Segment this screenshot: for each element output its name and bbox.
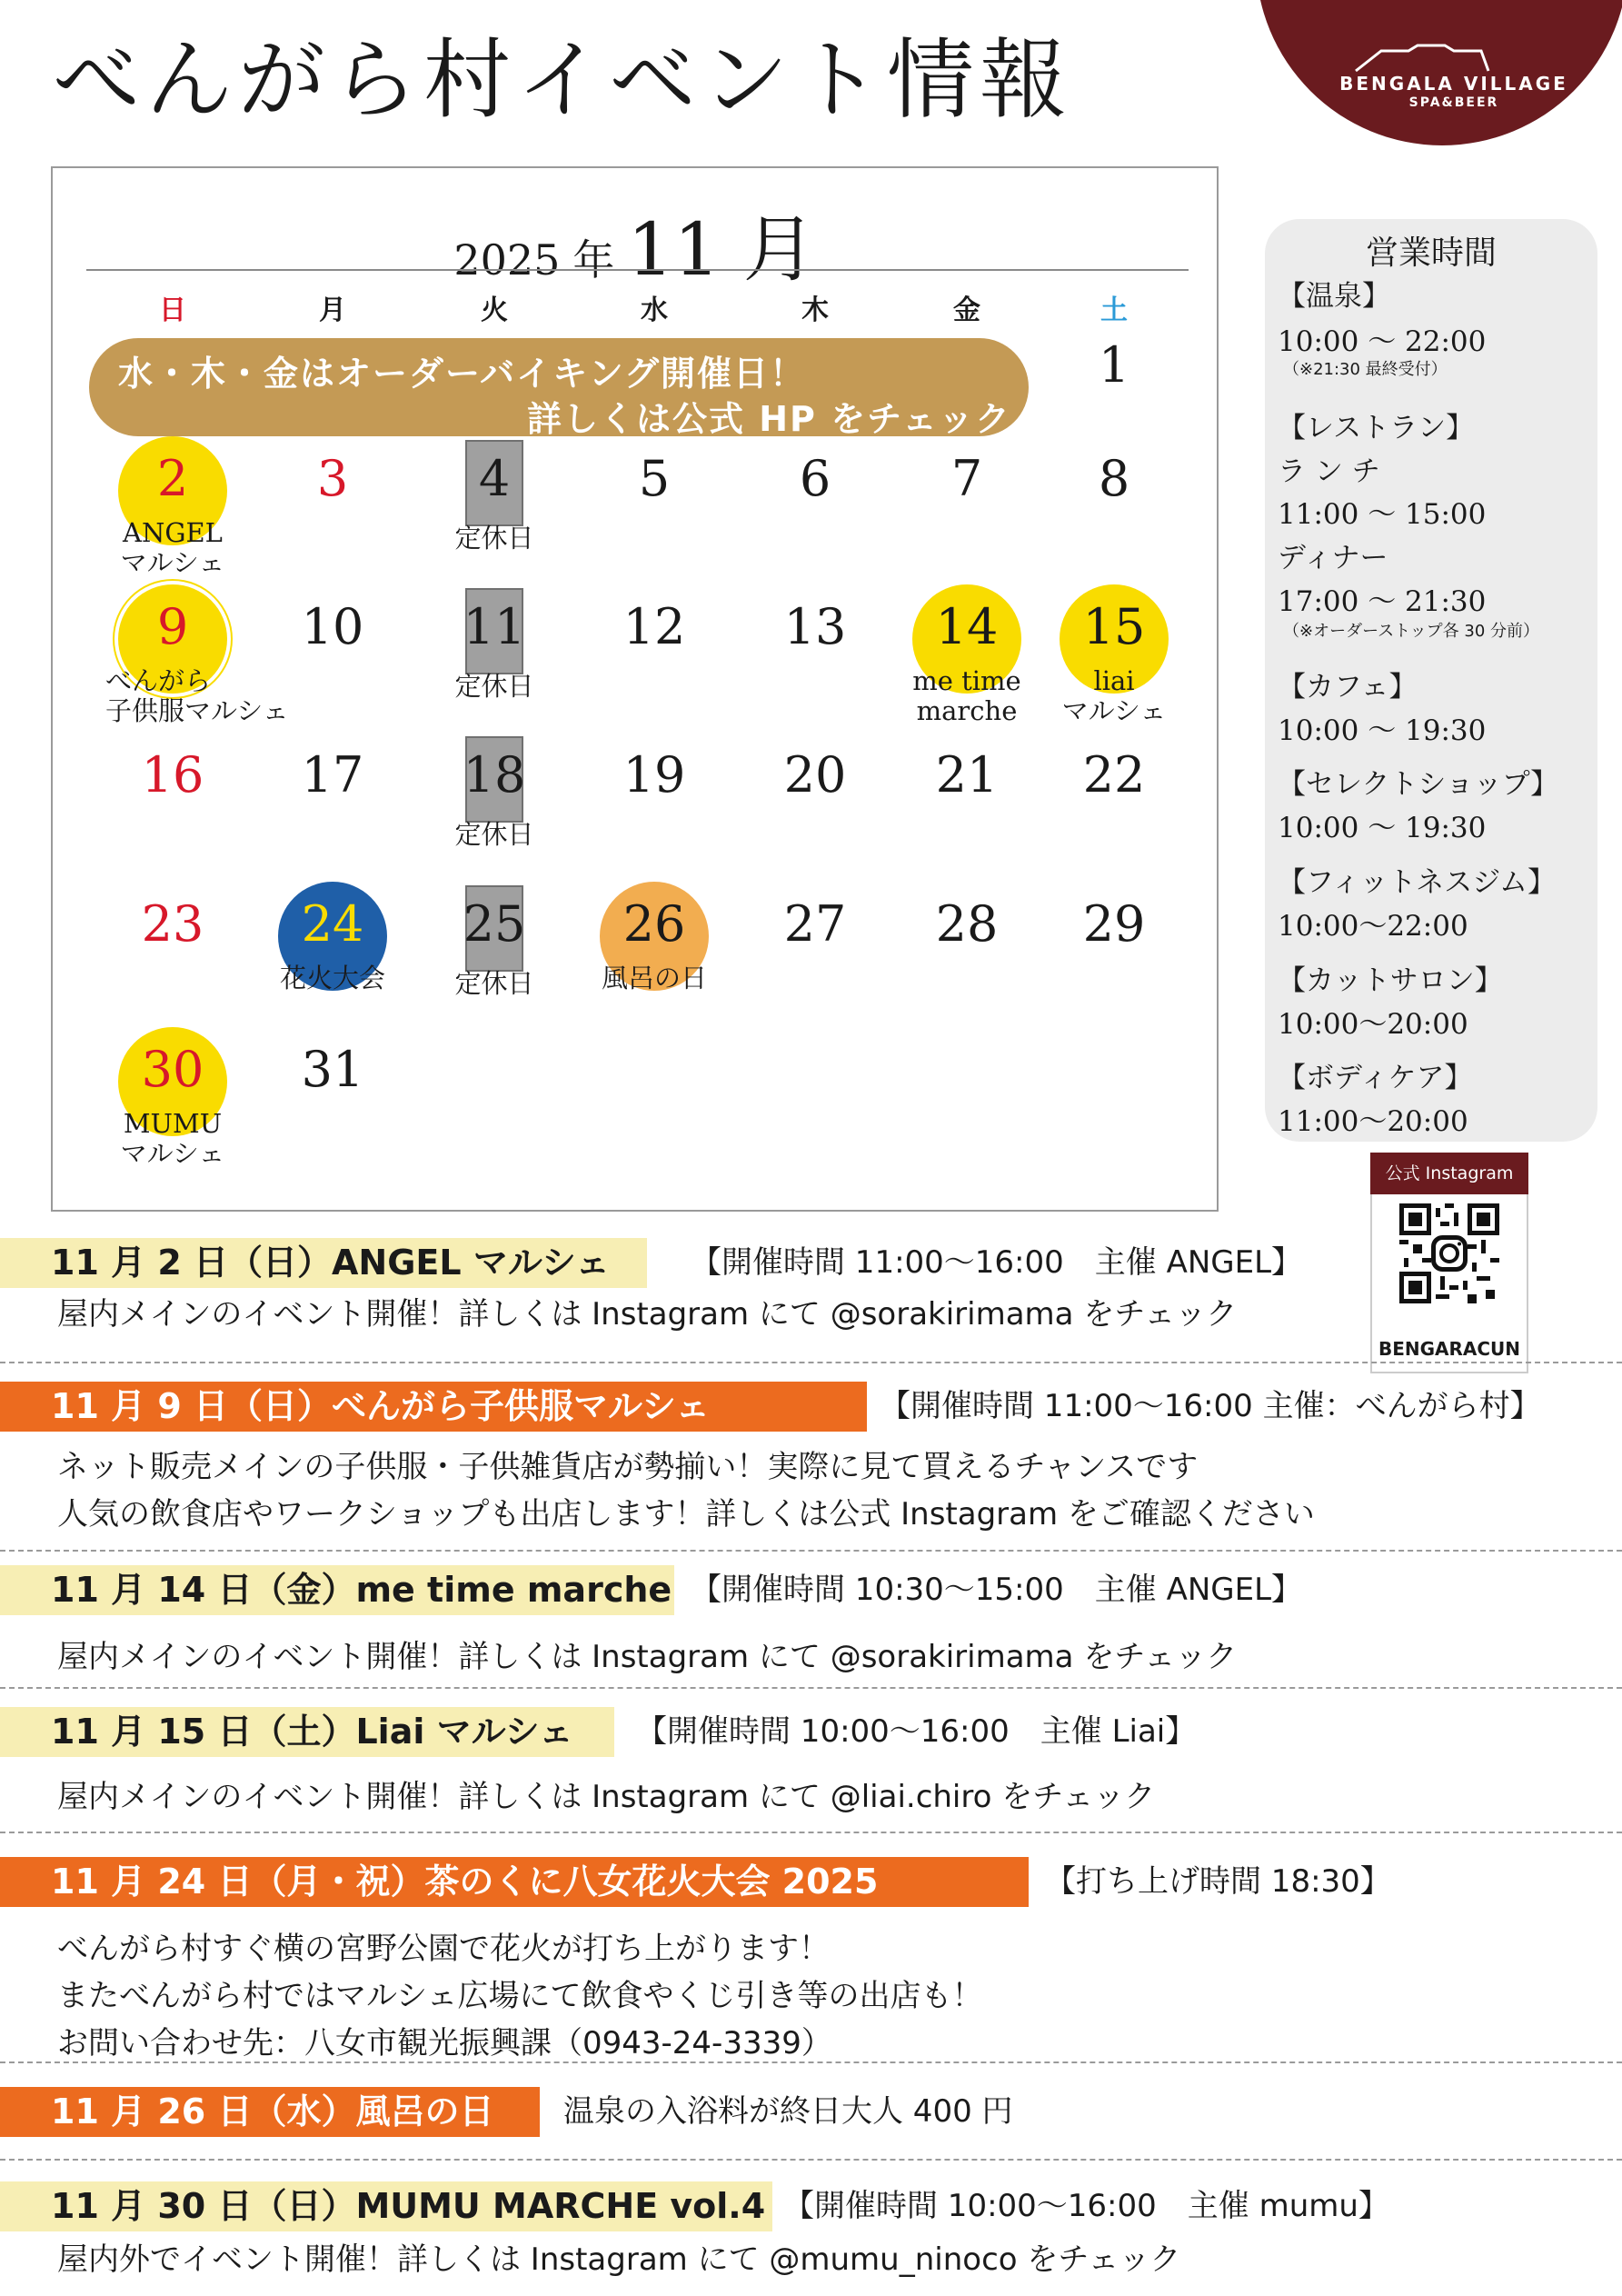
business-hours-line: 11:00～20:00 xyxy=(1278,1105,1468,1138)
calendar-day xyxy=(100,873,245,1018)
calendar-day xyxy=(422,724,567,869)
brand-tagline: SPA&BEER xyxy=(1408,95,1499,110)
business-hours-line: 【ボディケア】 xyxy=(1278,1062,1473,1094)
business-hours-line: （※21:30 最終受付） xyxy=(1283,360,1448,379)
event-description: 屋内メインのイベント開催！詳しくは Instagram にて @sorakirimama をチェック xyxy=(57,1639,1238,1675)
calendar-day xyxy=(1041,724,1187,869)
business-hours-line: 10:00 ～ 19:30 xyxy=(1278,812,1487,844)
day-note: liai マルシェ xyxy=(1061,665,1167,727)
event-title: 11 月 2 日（日）ANGEL マルシェ xyxy=(51,1243,611,1283)
day-number: 1 xyxy=(1098,336,1130,394)
day-note: MUMU マルシェ xyxy=(120,1108,225,1170)
day-number: 26 xyxy=(622,895,686,953)
weekday-label: 火 xyxy=(481,294,508,326)
calendar-day xyxy=(100,575,289,727)
calendar-day xyxy=(894,873,1040,1018)
day-number: 16 xyxy=(141,746,204,804)
event-title: 11 月 26 日（水）風呂の日 xyxy=(51,2091,494,2131)
day-number: 10 xyxy=(301,598,364,655)
business-hours-line: ラ ン チ xyxy=(1278,455,1380,488)
business-hours-line: 10:00～22:00 xyxy=(1278,910,1468,943)
day-number: 30 xyxy=(141,1041,204,1098)
instagram-label: 公式 Instagram xyxy=(1370,1153,1528,1194)
business-hours-line: 【カフェ】 xyxy=(1278,671,1418,704)
weekday-label: 日 xyxy=(159,294,186,326)
calendar-day xyxy=(582,873,727,1018)
day-number: 19 xyxy=(622,746,686,804)
calendar-day xyxy=(894,575,1040,727)
event-info: 【開催時間 10:00～16:00 主催 Liai】 xyxy=(636,1713,1197,1750)
day-note: べんがら 子供服マルシェ xyxy=(105,665,289,727)
day-number: 11 xyxy=(463,598,526,655)
calendar-day xyxy=(742,575,888,721)
event-description: 屋内メインのイベント開催！詳しくは Instagram にて @liai.chiro をチェック xyxy=(57,1779,1156,1815)
calendar-day xyxy=(582,724,727,869)
viking-banner-line2: 詳しくは公式 HP をチェック xyxy=(527,399,1011,439)
business-hours-line: 【フィットネスジム】 xyxy=(1278,866,1556,899)
event-description: べんがら村すぐ横の宮野公園で花火が打ち上がります！ xyxy=(57,1931,830,1967)
day-number: 7 xyxy=(950,450,983,507)
weekday-label: 木 xyxy=(801,294,829,326)
event-description: 人気の飲食店やワークショップも出店します！詳しくは公式 Instagram をご確認ください xyxy=(57,1496,1315,1532)
event-divider xyxy=(0,1687,1622,1689)
event-description: 屋内メインのイベント開催！詳しくは Instagram にて @sorakirimama をチェック xyxy=(57,1296,1238,1333)
business-hours-line: 10:00 ～ 22:00 xyxy=(1278,325,1487,358)
business-hours-line: 10:00～20:00 xyxy=(1278,1008,1468,1041)
calendar-day xyxy=(582,575,727,721)
calendar-day xyxy=(894,724,1040,869)
event-info: 温泉の入浴料が終日大人 400 円 xyxy=(563,2093,1013,2130)
calendar-day xyxy=(894,427,1040,573)
day-number: 15 xyxy=(1082,598,1146,655)
day-number: 22 xyxy=(1082,746,1146,804)
business-hours-title: 営業時間 xyxy=(1365,235,1497,272)
day-number: 20 xyxy=(783,746,847,804)
weekday-label: 水 xyxy=(641,294,668,326)
day-number: 24 xyxy=(301,895,364,953)
event-description: お問い合わせ先：八女市観光振興課（0943-24-3339） xyxy=(57,2025,832,2061)
day-number: 27 xyxy=(783,895,847,953)
calendar-divider xyxy=(86,269,1189,271)
event-divider xyxy=(0,1362,1622,1363)
calendar-day xyxy=(1041,427,1187,573)
event-info: 【開催時間 10:30～15:00 主催 ANGEL】 xyxy=(691,1572,1303,1608)
day-note: ANGEL マルシェ xyxy=(120,517,225,579)
day-number: 2 xyxy=(156,450,189,507)
calendar-day xyxy=(582,427,727,573)
day-number: 13 xyxy=(783,598,847,655)
day-number: 8 xyxy=(1098,450,1130,507)
day-number: 17 xyxy=(301,746,364,804)
day-number: 28 xyxy=(935,895,999,953)
day-number: 21 xyxy=(935,746,999,804)
instagram-account: BENGARACUN xyxy=(1378,1338,1521,1360)
calendar-day xyxy=(100,427,245,579)
business-hours-line: （※オーダーストップ各 30 分前） xyxy=(1283,622,1539,641)
day-number: 29 xyxy=(1082,895,1146,953)
calendar-day xyxy=(742,873,888,1018)
calendar-day xyxy=(422,427,567,573)
day-note: me time marche xyxy=(912,665,1021,727)
calendar-year-kanji: 年 xyxy=(572,235,615,285)
event-description: 屋内外でイベント開催！詳しくは Instagram にて @mumu_ninoco をチェック xyxy=(57,2241,1181,2278)
event-divider xyxy=(0,1832,1622,1833)
day-note: 定休日 xyxy=(454,671,534,702)
calendar-day xyxy=(742,724,888,869)
calendar-day xyxy=(260,724,405,869)
day-number: 3 xyxy=(316,450,349,507)
event-divider xyxy=(0,2159,1622,2161)
calendar-day xyxy=(260,873,405,1018)
event-title: 11 月 9 日（日）べんがら子供服マルシェ xyxy=(51,1386,711,1426)
day-note: 定休日 xyxy=(454,968,534,999)
event-description: ネット販売メインの子供服・子供雑貨店が勢揃い！実際に見て買えるチャンスです xyxy=(57,1449,1199,1485)
event-info: 【開催時間 11:00～16:00 主催 ANGEL】 xyxy=(691,1244,1303,1281)
event-title: 11 月 24 日（月・祝）茶のくに八女花火大会 2025 xyxy=(51,1862,879,1902)
calendar-heading xyxy=(51,191,1219,295)
event-info: 【開催時間 11:00～16:00 主催：べんがら村】 xyxy=(880,1388,1541,1424)
day-note: 風呂の日 xyxy=(601,963,707,993)
business-hours-line: 【カットサロン】 xyxy=(1278,964,1503,997)
day-note: 定休日 xyxy=(454,523,534,554)
brand-name: BENGALA VILLAGE xyxy=(1339,73,1568,95)
calendar-day xyxy=(100,724,245,869)
calendar-day xyxy=(100,1018,245,1170)
day-number: 12 xyxy=(622,598,686,655)
weekday-label: 月 xyxy=(319,294,346,326)
calendar-day xyxy=(1041,575,1187,727)
brand-logo-text xyxy=(1299,73,1608,112)
weekday-label: 土 xyxy=(1100,294,1128,326)
event-divider xyxy=(0,1550,1622,1552)
day-number: 9 xyxy=(156,598,189,655)
day-number: 31 xyxy=(301,1041,364,1098)
day-number: 23 xyxy=(141,895,204,953)
calendar-day xyxy=(260,1018,405,1163)
day-number: 6 xyxy=(799,450,831,507)
day-number: 14 xyxy=(935,598,999,655)
weekday-label: 金 xyxy=(953,294,980,326)
calendar-day xyxy=(260,575,405,721)
business-hours-line: 【温泉】 xyxy=(1278,280,1390,313)
house-roofline-icon xyxy=(1354,44,1490,73)
calendar-day xyxy=(422,575,567,721)
day-number: 25 xyxy=(463,895,526,953)
calendar-month: 11 月 xyxy=(627,207,816,292)
calendar-day xyxy=(260,427,405,573)
business-hours-line: 10:00 ～ 19:30 xyxy=(1278,714,1487,747)
day-note: 定休日 xyxy=(454,819,534,850)
event-info: 【開催時間 10:00～16:00 主催 mumu】 xyxy=(783,2188,1389,2224)
business-hours-line: ディナー xyxy=(1278,542,1388,574)
calendar-day xyxy=(422,873,567,1018)
business-hours-line: 17:00 ～ 21:30 xyxy=(1278,585,1487,618)
day-note: 花火大会 xyxy=(279,963,385,993)
event-title: 11 月 30 日（日）MUMU MARCHE vol.4 xyxy=(51,2186,766,2226)
day-number: 5 xyxy=(638,450,671,507)
business-hours-line: 【レストラン】 xyxy=(1278,412,1475,444)
event-divider xyxy=(0,2061,1622,2063)
calendar-day xyxy=(1041,873,1187,1018)
event-title: 11 月 14 日（金）me time marche xyxy=(51,1570,672,1610)
day-number: 18 xyxy=(463,746,526,804)
day-number: 4 xyxy=(478,450,511,507)
event-title: 11 月 15 日（土）Liai マルシェ xyxy=(51,1712,573,1752)
event-info: 【打ち上げ時間 18:30】 xyxy=(1045,1863,1391,1900)
business-hours-line: 11:00 ～ 15:00 xyxy=(1278,498,1487,531)
instagram-qr-icon[interactable] xyxy=(1399,1203,1499,1303)
event-description: またべんがら村ではマルシェ広場にて飲食やくじ引き等の出店も！ xyxy=(57,1978,983,2014)
calendar-year: 2025 xyxy=(453,235,561,285)
viking-banner-line1: 水・木・金はオーダーバイキング開催日！ xyxy=(118,354,806,394)
calendar-day xyxy=(742,427,888,573)
business-hours-line: 【セレクトショップ】 xyxy=(1278,768,1559,801)
page-title: べんがら村イベント情報 xyxy=(53,29,1072,131)
